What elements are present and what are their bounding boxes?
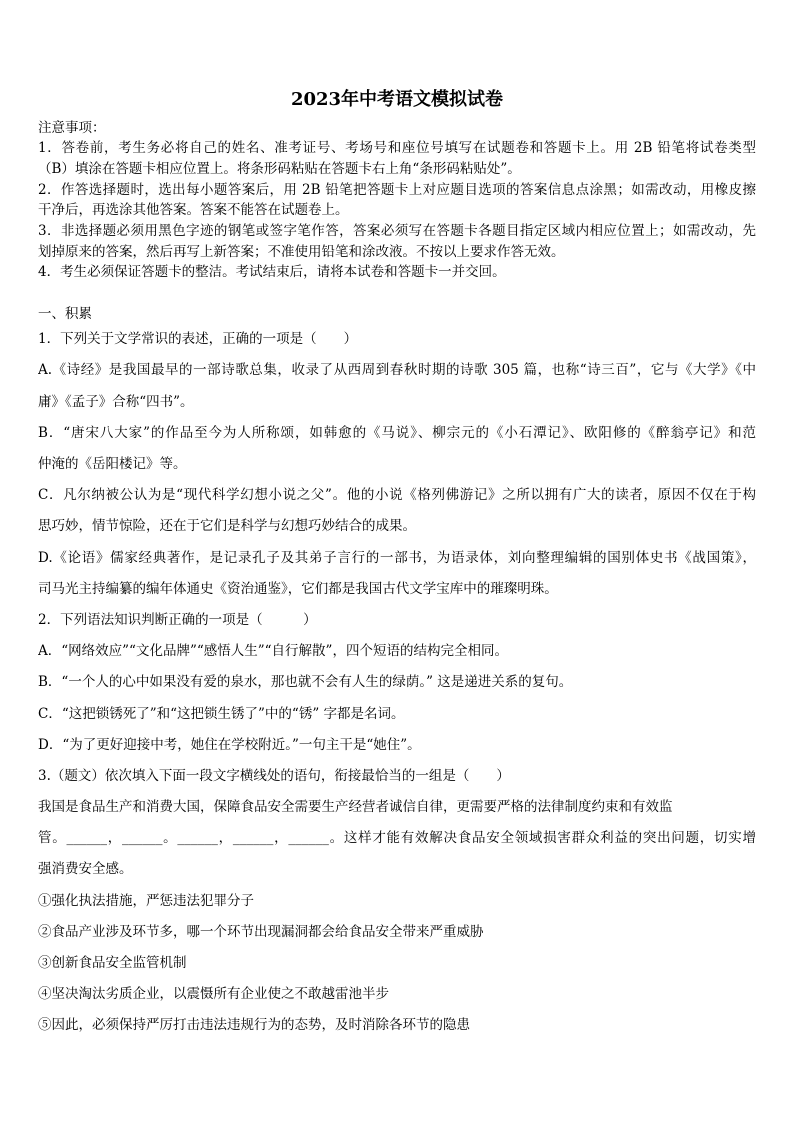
question-3 xyxy=(38,761,756,1042)
notice-item-3 xyxy=(38,221,756,262)
question-stem: 1．下列关于文学常识的表述，正确的一项是（ ） xyxy=(38,331,358,348)
section-accumulation xyxy=(38,304,756,1042)
notice-text-line: 1．答卷前，考生务必将自己的姓名、准考证号、考场号和座位号填写在试题卷和答题卡上。用 2B 铅笔将试卷类型 xyxy=(38,140,756,157)
option-b: B．“一个人的心中如果没有爱的泉水，那也就不会有人生的绿荫。” 这是递进关系的复句。 xyxy=(38,674,573,691)
question-stem: 3.（题文）依次填入下面一段文字横线处的语句，衔接最恰当的一组是（ ） xyxy=(38,767,510,784)
sentence-item-5: ⑤因此，必须保持严厉打击违法违规行为的态势，及时消除各环节的隐患 xyxy=(38,1017,470,1034)
option-c: C．“这把锁锈死了”和“这把锁生锈了”中的“锈” 字都是名词。 xyxy=(38,705,405,722)
question-stem: 2．下列语法知识判断正确的一项是（ ） xyxy=(38,611,317,628)
notice-text-line: 划掉原来的答案，然后再写上新答案；不准使用铅笔和涂改液。不按以上要求作答无效。 xyxy=(38,243,565,260)
option-text-line: 仲淹的《岳阳楼记》等。 xyxy=(38,456,187,473)
option-text-line: 思巧妙，情节惊险，还在于它们是科学与幻想巧妙结合的成果。 xyxy=(38,518,416,535)
option-b xyxy=(38,418,756,480)
sentence-item-1: ①强化执法措施，严惩违法犯罪分子 xyxy=(38,892,254,909)
sentence-item-3: ③创新食品安全监管机制 xyxy=(38,955,187,972)
option-text-line: 司马光主持编纂的编年体通史《资治通鉴》，它们都是我国古代文学宝库中的璀璨明珠。 xyxy=(38,580,558,597)
notices-heading: 注意事项： xyxy=(38,119,106,136)
section-heading: 一、积累 xyxy=(38,305,92,322)
passage-text-line: 管。______，______。______，______，______。这样才能有效解决食品安全领域损害群众利益的突出问题，切实增 xyxy=(38,830,756,847)
option-text-line: D.《论语》儒家经典著作，是记录孔子及其弟子言行的一部书，为语录体，刘向整理编辑的国别体史书《战国策》， xyxy=(38,549,756,566)
notice-text-line: （B）填涂在答题卡相应位置上。将条形码粘贴在答题卡右上角“条形码粘贴处”。 xyxy=(38,160,521,177)
option-text-line: 庸》《孟子》合称“四书”。 xyxy=(38,393,194,410)
option-d: D．“为了更好迎接中考，她住在学校附近。”一句主干是“她住”。 xyxy=(38,736,421,753)
passage-text-line: 我国是食品生产和消费大国，保障食品安全需要生产经营者诚信自律，更需要严格的法律制度约束和有效监 xyxy=(38,799,673,816)
page-title: 2023年中考语文模拟试卷 xyxy=(290,89,504,110)
option-a xyxy=(38,355,756,417)
notice-text-line: 2．作答选择题时，选出每小题答案后，用 2B 铅笔把答题卡上对应题目选项的答案信息点涂黑；如需改动，用橡皮擦 xyxy=(38,181,756,198)
sentence-list xyxy=(38,886,756,1042)
notice-text-line: 4．考生必须保证答题卡的整洁。考试结束后，请将本试卷和答题卡一并交回。 xyxy=(38,264,506,281)
notice-text-line: 3．非选择题必须用黑色字迹的钢笔或签字笔作答，答案必须写在答题卡各题目指定区域内相应位置上；如需改动，先 xyxy=(38,223,756,240)
sentence-item-4: ④坚决淘汰劣质企业，以震慑所有企业使之不敢越雷池半步 xyxy=(38,986,389,1003)
passage-text-line: 强消费安全感。 xyxy=(38,861,133,878)
option-text-line: A.《诗经》是我国最早的一部诗歌总集，收录了从西周到春秋时期的诗歌 305 篇，也称“诗三百”，它与《大学》《中 xyxy=(38,362,756,379)
option-a: A．“网络效应”“文化品牌”“感悟人生”“自行解散”，四个短语的结构完全相同。 xyxy=(38,643,508,660)
notice-item-1 xyxy=(38,138,756,179)
option-text-line: B．“唐宋八大家”的作品至今为人所称颂，如韩愈的《马说》、柳宗元的《小石潭记》、欧阳修的《醉翁亭记》和范 xyxy=(38,424,756,441)
fill-blank-passage xyxy=(38,792,756,886)
notices xyxy=(38,118,756,284)
notice-item-2 xyxy=(38,180,756,221)
question-1 xyxy=(38,324,756,605)
notice-item-4 xyxy=(38,262,756,283)
option-d xyxy=(38,543,756,605)
question-2 xyxy=(38,605,756,761)
notice-text-line: 干净后，再选涂其他答案。答案不能答在试题卷上。 xyxy=(38,202,349,219)
sentence-item-2: ②食品产业涉及环节多，哪一个环节出现漏洞都会给食品安全带来严重威胁 xyxy=(38,923,484,940)
option-c xyxy=(38,480,756,542)
option-text-line: C．凡尔纳被公认为是“现代科学幻想小说之父”。他的小说《格列佛游记》之所以拥有广大的读者，原因不仅在于构 xyxy=(38,487,756,504)
